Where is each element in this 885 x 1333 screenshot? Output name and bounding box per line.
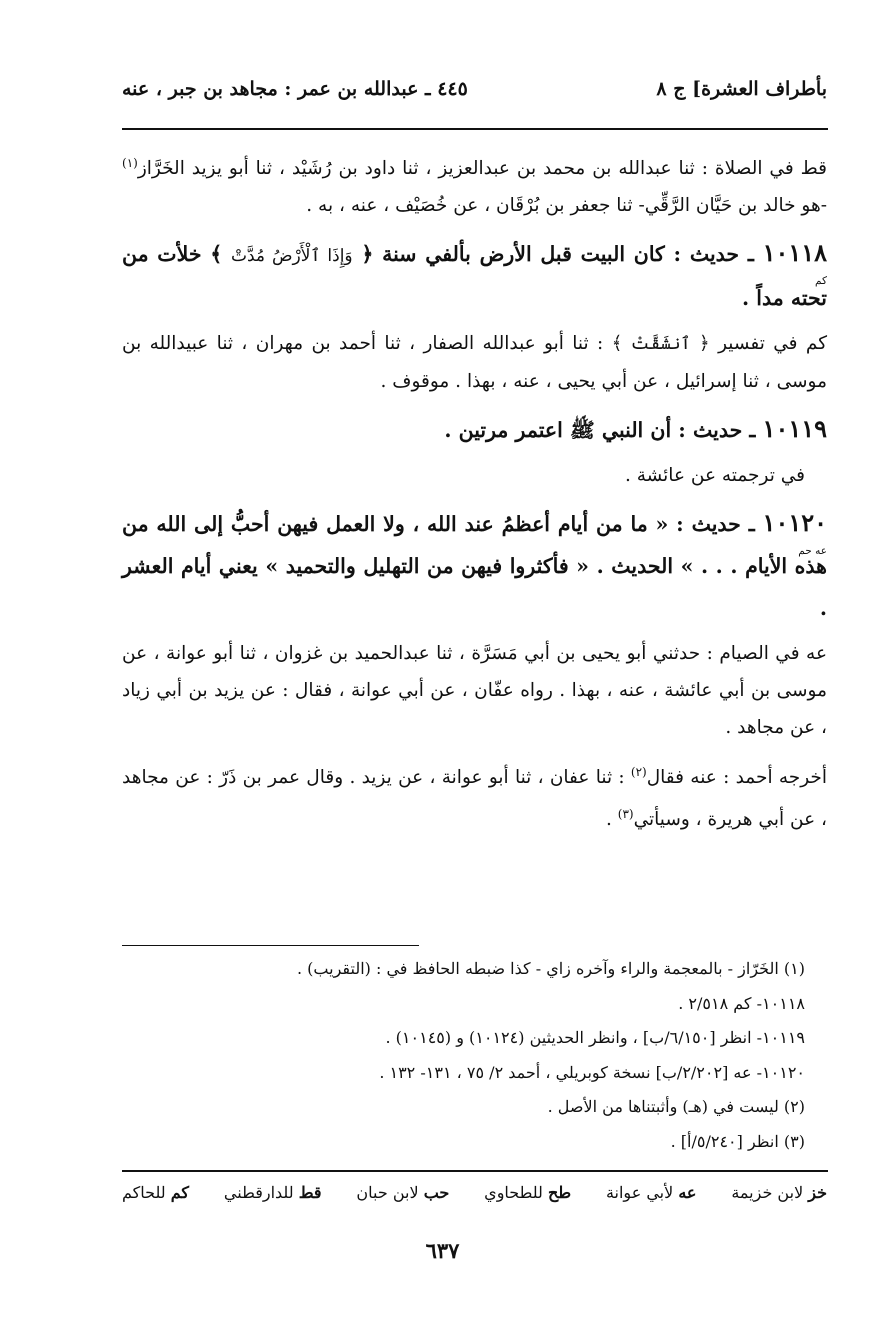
hadith-text: ـ حديث : كان البيت قبل الأرض بألفي سنة ﴿ [352,242,763,267]
paragraph-ahmad-source [122,754,827,838]
quran-verse: ٱنشَقَّتْ [630,334,691,355]
hadith-heading-10119 [122,408,827,451]
header-divider [122,128,828,130]
running-header [122,78,827,100]
page-number: ٦٣٧ [425,1238,460,1263]
hadith-number: ١٠١١٩ [762,414,827,444]
paragraph-text: . [605,809,618,831]
paragraph-text: قط في الصلاة : ثنا عبدالله بن محمد بن عبدالعزيز ، ثنا داود بن رُشَيْد ، ثنا أبو يزيد الخَرَّاز [137,158,827,180]
abbreviation-item [606,1183,697,1202]
abbreviation-meaning: للدارقطني [223,1183,294,1202]
abbreviation-code: حب [423,1183,450,1202]
abbreviation-meaning: لابن خزيمة [731,1183,804,1202]
hadith-text: ـ حديث : أن النبي ﷺ اعتمر مرتين . [444,418,763,443]
abbreviation-code: خز [808,1183,827,1202]
paragraph-text: أخرجه أحمد : عنه فقال [646,767,827,789]
footnote-ref-2: (٢) [630,765,647,780]
header-chapter-title: ٤٤٥ ـ عبدالله بن عمر : مجاهد بن جبر ، عنه [122,78,468,100]
footnote-ref-1: (١) [122,156,138,170]
hadith-text: ـ حديث : « ما من أيام أعظمُ عند الله ، ولا العمل فيهن أحبُّ إلى الله من هذه الأيام . . . » الحديث . « فأكثروا فيهن من التهليل والتحميد » يعني أيام العشر . [122,512,827,621]
paragraph-text: كم في تفسير ﴿ [690,333,828,355]
abbreviation-item [731,1183,827,1202]
abbreviation-meaning: لأبي عوانة [605,1183,674,1202]
paragraph-daraqutni-source [122,145,827,224]
quran-verse: وَإِذَا ٱلْأَرْضُ مُدَّتْ [230,246,353,267]
footnote-ref-3: (٣) [617,807,634,822]
abbreviation-meaning: للطحاوي [484,1183,543,1202]
hadith-text: ﴾ خلأت من تحته مداً . [122,242,827,311]
footnote-item: (١) الخَرّاز - بالمعجمة والراء وآخره زاي - كذا ضبطه الحافظ في : (التقريب) . [296,959,805,978]
footnote-item: ١٠١٢٠- عه [٢/٢٠٢/ب] نسخة كوبريلي ، أحمد ٢/ ٧٥ ، ١٣١- ١٣٢ . [379,1062,805,1082]
header-book-title: بأطراف العشرة] ج ٨ [656,78,827,100]
paragraph-text: ﴾ : ثنا أبو عبدالله الصفار ، ثنا أحمد بن مهران ، ثنا عبيدالله بن موسى ، ثنا إسرائيل ، عن أبي يحيى ، عنه ، بهذا . موقوف . [122,333,827,393]
footnote-item: (٢) ليست في (هـ) وأثبتناها من الأصل . [547,1097,805,1116]
hadith-source-code: كم [815,275,828,288]
hadith-number-text: ١٠١١٨ [762,238,828,268]
abbreviation-code: قط [298,1183,322,1202]
footnote-item: ١٠١١٨- كم ٢/٥١٨ . [678,993,805,1013]
paragraph-text: : ثنا عفان ، ثنا أبو عوانة ، عن يزيد . وقال عمر بن ذَرّ : عن مجاهد ، عن أبي هريرة ، وسيأتي [122,767,827,831]
abbreviation-item [122,1183,189,1202]
abbreviation-item [224,1183,322,1202]
abbreviation-code: طح [548,1183,572,1202]
abbreviation-item [484,1183,571,1202]
hadith-number [762,238,828,288]
hadith-number [762,508,827,558]
hadith-heading-10118 [122,232,827,319]
footnote-item: (٣) انظر [٥/٢٤٠/أ] . [670,1131,805,1151]
hadith-number-text: ١٠١٢٠ [762,508,827,538]
abbreviations-key [122,1183,827,1202]
paragraph-hakim-source [122,325,827,400]
main-text [122,145,827,846]
hadith-source-code: عه حم [798,545,827,558]
abbreviation-code: عه [678,1183,697,1202]
abbreviation-meaning: للحاكم [122,1183,166,1202]
abbreviations-divider [122,1170,828,1172]
hadith-heading-10120 [122,502,827,629]
footnote-divider [122,945,419,946]
abbreviation-meaning: لابن حبان [356,1183,419,1202]
footnotes [122,952,805,1159]
abbreviation-code: كم [170,1183,190,1202]
abbreviation-item [356,1183,449,1202]
footnote-item: ١٠١١٩- انظر [٦/١٥٠/ب] ، وانظر الحديثين (١٠١٢٤) و (١٠١٤٥) . [385,1028,805,1047]
paragraph-aisha-note: في ترجمته عن عائشة . [624,465,805,487]
paragraph-abu-awana-source: عه في الصيام : حدثني أبو يحيى بن أبي مَسَرَّة ، ثنا عبدالحميد بن غزوان ، ثنا أبو عوانة ، عن موسى بن أبي عائشة ، عنه ، بهذا . رواه عفّان ، عن أبي عوانة ، فقال : عن يزيد بن أبي زياد ، عن مجاهد . [122,643,827,739]
paragraph-text: -هو خالد بن حَيَّان الرَّقِّي- ثنا جعفر بن بُرْقَان ، عن خُصَيْف ، عنه ، به . [306,195,827,217]
